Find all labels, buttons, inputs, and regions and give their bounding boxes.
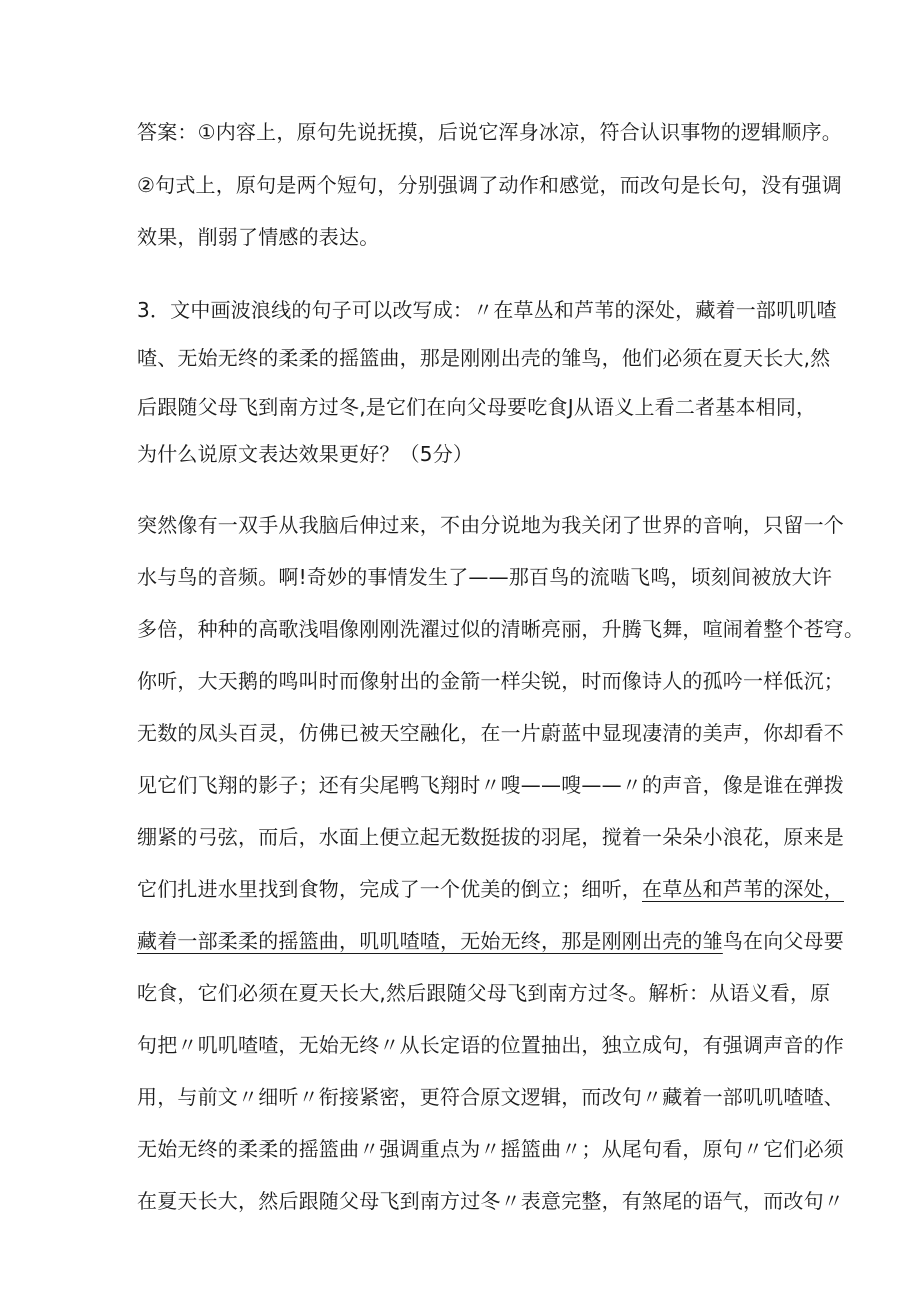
passage-line-11: 句把〃叽叽喳喳，无始无终〃从长定语的位置抽出，独立成句，有强调声音的作	[137, 1033, 844, 1057]
passage-line-8	[137, 876, 844, 902]
passage-line-7: 绷紧的弓弦，而后，水面上便立起无数挺拔的羽尾，搅着一朵朵小浪花，原来是	[137, 825, 844, 849]
question-line-4: 为什么说原文表达效果更好？（5分）	[137, 442, 474, 466]
passage-line-12: 用，与前文〃细听〃衔接紧密，更符合原文逻辑，而改句〃藏着一部叽叽喳喳、	[137, 1085, 844, 1109]
answer-line-1: 答案：①内容上，原句先说抚摸，后说它浑身冰凉，符合认识事物的逻辑顺序。	[137, 120, 842, 144]
passage-line-13: 无始无终的柔柔的摇篮曲〃强调重点为〃摇篮曲〃；从尾句看，原句〃它们必须	[137, 1137, 844, 1161]
passage-line-14: 在夏天长大，然后跟随父母飞到南方过冬〃表意完整，有煞尾的语气，而改句〃	[137, 1189, 844, 1213]
question-line-2: 喳、无始无终的柔柔的摇篮曲，那是刚刚出壳的雏鸟，他们必须在夏天长大,然	[137, 346, 831, 370]
wavy-underlined-sentence-start: 在草丛和芦苇的深处，	[642, 877, 844, 901]
passage-line-9-plain: 鸟在向父母要	[722, 929, 845, 953]
question-line-3: 后跟随父母飞到南方过冬,是它们在向父母要吃食J从语义上看二者基本相同，	[137, 395, 817, 419]
passage-line-4: 你听，大天鹅的鸣叫时而像射出的金箭一样尖锐，时而像诗人的孤吟一样低沉；	[137, 669, 844, 693]
answer-line-3: 效果，削弱了情感的表达。	[137, 225, 380, 249]
passage-line-3: 多倍，种种的高歌浅唱像刚刚洗濯过似的清晰亮丽，升腾飞舞，喧闹着整个苍穹。	[137, 617, 865, 641]
question-line-1: 3．文中画波浪线的句子可以改写成：〃在草丛和芦苇的深处，藏着一部叽叽喳	[137, 298, 837, 322]
passage-line-2: 水与鸟的音频。啊!奇妙的事情发生了——那百鸟的流啮飞鸣，顷刻间被放大许	[137, 565, 833, 589]
passage-line-1: 突然像有一双手从我脑后伸过来，不由分说地为我关闭了世界的音响，只留一个	[137, 513, 844, 537]
passage-line-10: 吃食，它们必须在夏天长大,然后跟随父母飞到南方过冬。解析：从语义看，原	[137, 981, 831, 1005]
passage-line-5: 无数的凤头百灵，仿佛已被天空融化，在一片蔚蓝中显现凄清的美声，你却看不	[137, 721, 844, 745]
passage-line-9	[137, 928, 845, 954]
passage-line-6: 见它们飞翔的影子；还有尖尾鸭飞翔时〃嗖——嗖——〃的声音，像是谁在弹拨	[137, 773, 844, 797]
answer-line-2: ②句式上，原句是两个短句，分别强调了动作和感觉，而改句是长句，没有强调	[137, 173, 842, 197]
wavy-underlined-sentence-end: 藏着一部柔柔的摇篮曲，叽叽喳喳，无始无终，那是刚刚出壳的雏	[137, 929, 723, 953]
passage-line-8-plain: 它们扎进水里找到食物，完成了一个优美的倒立；细听，	[137, 877, 642, 901]
